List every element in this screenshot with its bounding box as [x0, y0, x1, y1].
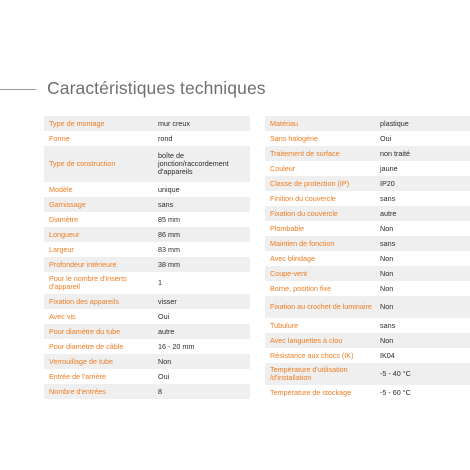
spec-row: [265, 333, 470, 348]
spec-value: Non: [380, 268, 394, 278]
spec-value: mur creux: [158, 118, 190, 128]
spec-row: [265, 236, 470, 251]
spec-row: [44, 369, 250, 384]
spec-value: boîte de jonction/raccordement d'appareils: [158, 151, 229, 176]
spec-row: [44, 324, 250, 339]
spec-label: Coupe-vent: [270, 269, 308, 278]
spec-value: -5 - 40 °C: [380, 369, 411, 378]
spec-row: [265, 116, 470, 131]
spec-label: Tubulure: [270, 321, 299, 330]
spec-row: [265, 385, 470, 400]
spec-row: [265, 176, 470, 191]
spec-value: 85 mm: [158, 214, 180, 224]
spec-value: Non: [380, 302, 394, 311]
spec-label: Matériau: [270, 119, 298, 128]
spec-label: Température de stockage: [270, 388, 352, 397]
spec-row: [265, 266, 470, 281]
spec-value: sans: [158, 199, 174, 209]
spec-label: Profondeur intérieure: [49, 260, 117, 269]
spec-label: Nombre d'entrées: [49, 387, 106, 396]
spec-value: autre: [380, 208, 397, 218]
spec-row: [44, 212, 250, 227]
spec-row: [265, 251, 470, 266]
heading-rule: [0, 89, 36, 90]
spec-value: 1: [158, 278, 162, 287]
spec-value: jaune: [380, 163, 398, 173]
spec-row: [44, 384, 250, 399]
spec-value: visser: [158, 296, 177, 306]
spec-value: IK04: [380, 350, 395, 360]
spec-row: [265, 206, 470, 221]
spec-row: [44, 131, 250, 146]
spec-row: [265, 221, 470, 236]
spec-value: sans: [380, 193, 396, 203]
spec-value: sans: [380, 238, 396, 248]
spec-row: [265, 161, 470, 176]
spec-row: [44, 309, 250, 324]
spec-label: Pour diamètre de câble: [49, 342, 124, 351]
spec-row: [265, 281, 470, 296]
spec-row: [265, 131, 470, 146]
spec-value: unique: [158, 184, 180, 194]
spec-row: [265, 296, 470, 318]
spec-value: Non: [380, 335, 394, 345]
spec-row: [265, 146, 470, 161]
spec-value: Oui: [380, 133, 392, 143]
spec-row: [44, 257, 250, 272]
spec-label: Pour diamètre du tube: [49, 327, 121, 336]
spec-label: Classe de protection (IP): [270, 179, 350, 188]
spec-value: autre: [158, 326, 175, 336]
spec-label: Avec vis: [49, 312, 76, 321]
spec-label: Plombable: [270, 224, 304, 233]
spec-value: 83 mm: [158, 244, 180, 254]
spec-label: Pour le nombre d'inserts d'appareil: [49, 275, 127, 291]
spec-value: 8: [158, 386, 162, 396]
spec-value: rond: [158, 133, 173, 143]
spec-row: [44, 227, 250, 242]
spec-label: Largeur: [49, 245, 74, 254]
spec-value: -5 - 60 °C: [380, 387, 411, 397]
spec-row: [265, 348, 470, 363]
spec-row: [44, 339, 250, 354]
spec-label: Forme: [49, 134, 70, 143]
spec-row: [44, 146, 250, 182]
spec-label: Avec languettes à clou: [270, 336, 343, 345]
spec-value: Oui: [158, 311, 170, 321]
spec-row: [44, 182, 250, 197]
spec-value: Non: [158, 356, 172, 366]
spec-label: Verrouillage de tube: [49, 357, 113, 366]
spec-label: Fixation des appareils: [49, 297, 119, 306]
spec-value: IP20: [380, 178, 395, 188]
spec-label: Finition du couvercle: [270, 194, 336, 203]
spec-row: [265, 191, 470, 206]
spec-label: Borne, position fixe: [270, 284, 332, 293]
spec-table-left: [44, 116, 250, 399]
spec-value: Non: [380, 253, 394, 263]
spec-label: Résistance aux chocs (IK): [270, 351, 354, 360]
spec-value: Oui: [158, 371, 170, 381]
spec-label: Avec blindage: [270, 254, 316, 263]
page-title: Caractéristiques techniques: [47, 78, 266, 98]
spec-label: Couleur: [270, 164, 296, 173]
spec-row: [265, 318, 470, 333]
spec-row: [44, 294, 250, 309]
spec-row: [44, 116, 250, 131]
spec-label: Température d'utilisation /d'installation: [270, 366, 348, 382]
spec-label: Traitement de surface: [270, 149, 340, 158]
spec-value: Non: [380, 283, 394, 293]
spec-value: Non: [380, 223, 394, 233]
spec-label: Entrée de l'arrière: [49, 372, 106, 381]
spec-label: Type de construction: [49, 160, 116, 168]
spec-label: Garnissage: [49, 200, 86, 209]
spec-value: plastique: [380, 118, 409, 128]
spec-label: Type de montage: [49, 119, 105, 128]
spec-label: Longueur: [49, 230, 80, 239]
spec-value: 16 - 20 mm: [158, 341, 195, 351]
spec-label: Fixation au crochet de luminaire: [270, 303, 372, 311]
spec-label: Maintien de fonction: [270, 239, 335, 248]
spec-value: sans: [380, 320, 396, 330]
spec-label: Sans halogène: [270, 134, 318, 143]
spec-row: [265, 363, 470, 385]
spec-row: [44, 354, 250, 369]
spec-row: [44, 197, 250, 212]
spec-row: [44, 242, 250, 257]
spec-value: 38 mm: [158, 259, 180, 269]
spec-row: [44, 272, 250, 294]
spec-label: Modèle: [49, 185, 73, 194]
spec-label: Fixation du couvercle: [270, 209, 338, 218]
spec-value: 86 mm: [158, 229, 180, 239]
spec-value: non traité: [380, 148, 410, 158]
spec-table-right: [265, 116, 470, 400]
spec-label: Diamètre: [49, 215, 79, 224]
